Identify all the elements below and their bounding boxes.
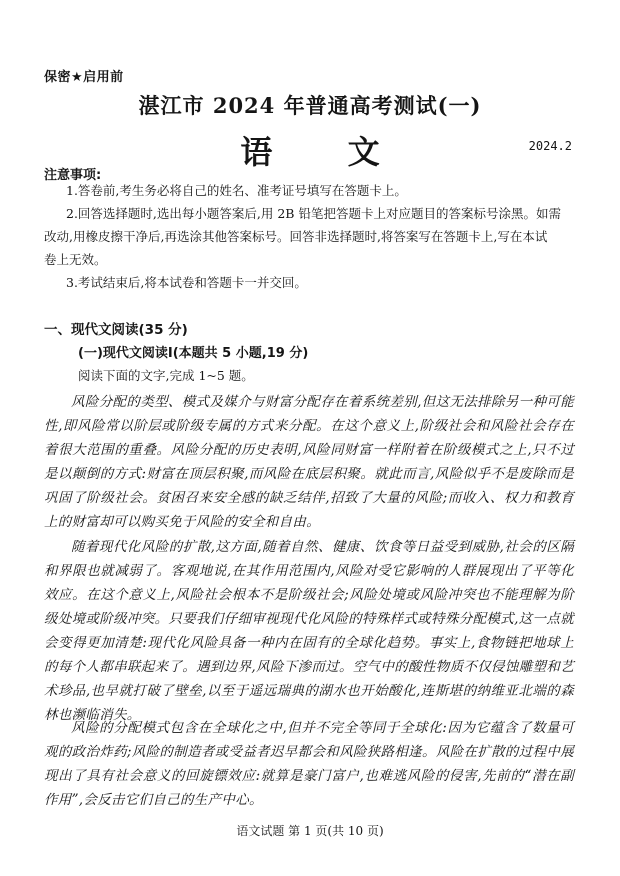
- note-item-2-line-1: 2.回答选择题时,选出每小题答案后,用 2B 铅笔把答题卡上对应题目的答案标号涂黑。如需: [66, 206, 561, 221]
- note-item-1: 1.答卷前,考生务必将自己的姓名、准考证号填写在答题卡上。: [66, 183, 407, 198]
- confidential-label: 保密★启用前: [44, 70, 124, 85]
- passage-paragraph-3: 风险的分配模式包含在全球化之中,但并不完全等同于全球化:因为它蕴含了数量可观的政治炸药;风险的制造者或受益者迟早都会和风险狭路相逢。风险在扩散的过程中展现出了具有社会意义的回旋镖效应:就算是豪门富户,也难逃风险的侵害,先前的“潜在副作用”,会反击它们自己的生产中心。: [44, 720, 574, 808]
- passage-paragraph-1: 风险分配的类型、模式及媒介与财富分配存在着系统差别,但这无法排除另一种可能性,即风险常以阶层或阶级专属的方式来分配。在这个意义上,阶级社会和风险社会存在着很大范围的重叠。风险分配的历史表明,风险同财富一样附着在阶级模式之上,只不过是以颠倒的方式:财富在顶层积聚,而风险在底层积聚。就此而言,风险似乎不是废除而是巩固了阶级社会。贫困召来安全感的缺乏结伴,招致了大量的风险;而收入、权力和教育上的财富却可以购买免于风险的安全和自由。: [44, 394, 574, 530]
- exam-title: 湛江市 2024 年普通高考测试(一): [138, 93, 482, 118]
- notes-heading: 注意事项:: [44, 168, 102, 183]
- exam-date: 2024.2: [528, 139, 572, 153]
- section-heading: 一、现代文阅读(35 分): [44, 322, 188, 338]
- passage-paragraph-2: 随着现代化风险的扩散,这方面,随着自然、健康、饮食等日益受到威胁,社会的区隔和界限也就减弱了。客观地说,在其作用范围内,风险对受它影响的人群展现出了平等化效应。在这个意义上,风险社会根本不是阶级社会;风险处境或风险冲突也不能理解为阶级处境或阶级冲突。只要我们仔细审视现代化风险的特殊样式或特殊分配模式,这一点就会变得更加清楚:现代化风险具备一种内在固有的全球化趋势。事实上,食物链把地球上的每个人都串联起来了。遇到边界,风险下渗而过。空气中的酸性物质不仅侵蚀雕塑和艺术珍品,也早就打破了壁垒,以至于遥远瑞典的湖水也开始酸化,连斯堪的纳维亚北端的森林也濒临消失。: [44, 539, 574, 723]
- reading-instruction: 阅读下面的文字,完成 1~5 题。: [78, 368, 254, 383]
- note-item-2-line-3: 卷上无效。: [44, 252, 107, 267]
- subject-title: 语 文: [240, 133, 412, 171]
- note-item-3: 3.考试结束后,将本试卷和答题卡一并交回。: [66, 275, 307, 290]
- subsection-heading: (一)现代文阅读Ⅰ(本题共 5 小题,19 分): [78, 346, 309, 361]
- note-item-2-line-2: 改动,用橡皮擦干净后,再选涂其他答案标号。回答非选择题时,将答案写在答题卡上,写在本试: [44, 229, 548, 244]
- page-footer: 语文试题 第 1 页(共 10 页): [236, 824, 384, 838]
